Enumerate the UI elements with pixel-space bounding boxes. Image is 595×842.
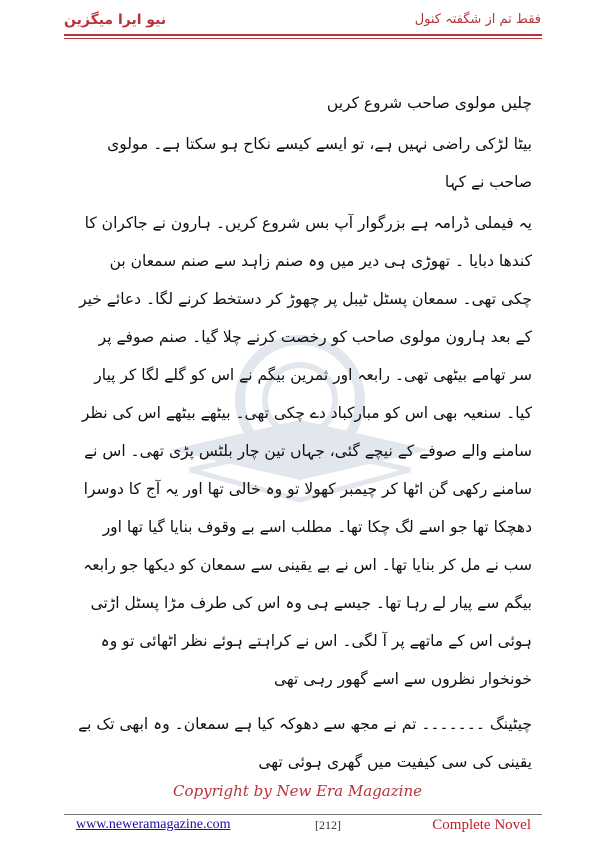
page-number: [212] [315, 818, 341, 832]
novel-title: فقط تم از شگفتہ کنول [414, 12, 541, 27]
section-label: Complete Novel [432, 817, 531, 833]
website-link[interactable]: www.neweramagazine.com [76, 817, 231, 832]
copyright-line: Copyright by New Era Magazine [173, 782, 422, 800]
paragraph: یہ فیملی ڈرامہ ہے بزرگوار آپ بس شروع کریں۔ ہارون نے جاکران کا کندھا دبایا ۔ تھوڑی ہی دیر میں وہ صنم زاہد سے صنم سمعان بن چکی تھی۔ سمعان پسٹل ٹیبل پر چھوڑ کر دستخط کرنے لگا۔ دعائے خیر کے بعد ہارون مولوی صاحب کو رخصت کرنے چلا گیا۔ صنم صوفے پر سر تھامے بیٹھی تھی۔ رابعہ اور ثمرین بیگم نے اس کو گلے لگا کر پیار کیا۔ سنعیہ بھی اس کو مبارکباد دے چکی تھی۔ بیٹھے بیٹھے اس کی نظر سامنے والے صوفے کے نیچے گئی، جہاں تین چار بلٹس پڑی تھی۔ اس نے سامنے رکھی گن اٹھا کر چیمبر کھولا تو وہ خالی تھا اور یہ آج کا دوسرا دھچکا تھا جو اسے لگ چکا تھا۔ مطلب اسے بے وقوف بنایا گیا تھا اور سب نے مل کر بنایا تھا۔ اس نے بے یقینی سے سمعان کو دیکھا جو رابعہ بیگم سے پیار لے رہا تھا۔ جیسے ہی وہ اس کی طرف مڑا پسٹل اڑتی ہوئی اس کے ماتھے پر آ لگی۔ اس نے کراہتے ہوئے نظر اٹھائی تو وہ خونخوار نظروں سے اسے گھور رہی تھی [79, 214, 532, 688]
page-header [0, 0, 595, 38]
paragraph: بیٹا لڑکی راضی نہیں ہے، تو ایسے کیسے نکاح ہو سکتا ہے۔ مولوی صاحب نے کہا [107, 135, 532, 191]
magazine-name: نیو ایرا میگزین [64, 12, 167, 28]
page-footer [0, 817, 595, 839]
paragraph: چلیں مولوی صاحب شروع کریں [326, 94, 532, 112]
article-body [74, 84, 532, 788]
header-rule [64, 34, 542, 36]
footer-rule [64, 814, 542, 815]
header-rule-thin [64, 38, 542, 39]
paragraph: چیٹینگ ۔۔۔۔۔۔۔ تم نے مجھ سے دھوکہ کیا ہے سمعان۔ وہ ابھی تک بے یقینی کی سی کیفیت میں گھری ہوئی تھی [78, 715, 532, 771]
